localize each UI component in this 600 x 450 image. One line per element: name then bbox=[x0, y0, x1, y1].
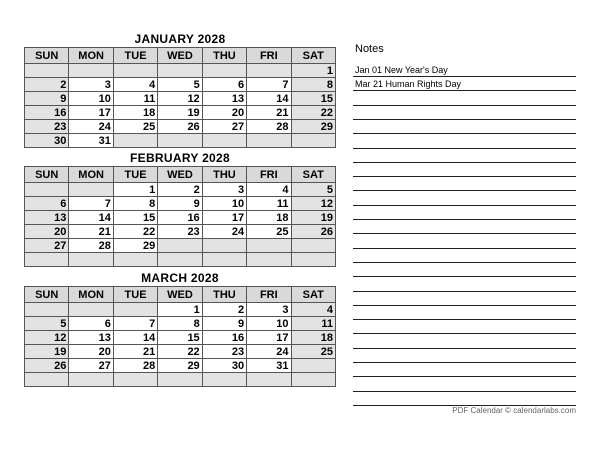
day-cell: 15 bbox=[158, 331, 202, 345]
weekday-header: SAT bbox=[291, 48, 335, 64]
day-cell bbox=[158, 373, 202, 387]
note-line bbox=[353, 120, 576, 134]
note-line bbox=[353, 335, 576, 349]
week-row bbox=[25, 317, 336, 331]
day-cell: 4 bbox=[113, 78, 157, 92]
day-cell: 2 bbox=[202, 303, 246, 317]
day-cell bbox=[202, 373, 246, 387]
note-line bbox=[353, 235, 576, 249]
note-line bbox=[353, 177, 576, 191]
month-title: MARCH 2028 bbox=[141, 271, 219, 285]
weekday-header: MON bbox=[69, 48, 113, 64]
day-cell: 1 bbox=[291, 64, 335, 78]
day-cell: 13 bbox=[69, 331, 113, 345]
day-cell: 5 bbox=[158, 78, 202, 92]
day-cell: 11 bbox=[247, 197, 291, 211]
day-cell: 2 bbox=[158, 183, 202, 197]
day-cell: 3 bbox=[247, 303, 291, 317]
day-cell: 14 bbox=[247, 92, 291, 106]
note-line bbox=[353, 363, 576, 377]
day-cell: 22 bbox=[158, 345, 202, 359]
day-cell: 7 bbox=[247, 78, 291, 92]
week-row bbox=[25, 303, 336, 317]
day-cell: 22 bbox=[113, 225, 157, 239]
weekday-header: THU bbox=[202, 167, 246, 183]
day-cell bbox=[247, 373, 291, 387]
day-cell: 28 bbox=[69, 239, 113, 253]
day-cell: 18 bbox=[247, 211, 291, 225]
day-cell bbox=[158, 253, 202, 267]
day-cell: 20 bbox=[202, 106, 246, 120]
note-line: Mar 21 Human Rights Day bbox=[353, 77, 576, 91]
note-line bbox=[353, 320, 576, 334]
day-cell: 9 bbox=[158, 197, 202, 211]
week-row bbox=[25, 92, 336, 106]
day-cell bbox=[113, 64, 157, 78]
day-cell: 19 bbox=[158, 106, 202, 120]
week-row bbox=[25, 64, 336, 78]
note-line bbox=[353, 192, 576, 206]
day-cell bbox=[202, 64, 246, 78]
day-cell bbox=[25, 64, 69, 78]
day-cell bbox=[291, 253, 335, 267]
day-cell: 3 bbox=[202, 183, 246, 197]
note-line bbox=[353, 392, 576, 406]
day-cell: 25 bbox=[113, 120, 157, 134]
week-row bbox=[25, 359, 336, 373]
weekday-header: TUE bbox=[113, 167, 157, 183]
day-cell: 17 bbox=[69, 106, 113, 120]
week-row bbox=[25, 183, 336, 197]
day-cell: 17 bbox=[247, 331, 291, 345]
weekday-header: FRI bbox=[247, 287, 291, 303]
day-cell: 23 bbox=[25, 120, 69, 134]
month-grid bbox=[24, 47, 336, 148]
day-cell: 2 bbox=[25, 78, 69, 92]
week-row bbox=[25, 225, 336, 239]
day-cell: 1 bbox=[113, 183, 157, 197]
note-line bbox=[353, 163, 576, 177]
day-cell bbox=[113, 303, 157, 317]
day-cell bbox=[291, 134, 335, 148]
day-cell bbox=[202, 239, 246, 253]
note-line bbox=[353, 263, 576, 277]
weekday-header: WED bbox=[158, 48, 202, 64]
day-cell: 4 bbox=[291, 303, 335, 317]
note-line bbox=[353, 220, 576, 234]
week-row bbox=[25, 120, 336, 134]
day-cell: 21 bbox=[113, 345, 157, 359]
day-cell: 10 bbox=[69, 92, 113, 106]
day-cell: 16 bbox=[158, 211, 202, 225]
weekday-header-row bbox=[25, 287, 336, 303]
week-row bbox=[25, 211, 336, 225]
day-cell: 12 bbox=[291, 197, 335, 211]
day-cell bbox=[291, 359, 335, 373]
day-cell: 6 bbox=[25, 197, 69, 211]
week-row bbox=[25, 239, 336, 253]
weekday-header: WED bbox=[158, 167, 202, 183]
day-cell: 12 bbox=[158, 92, 202, 106]
day-cell: 18 bbox=[291, 331, 335, 345]
day-cell: 7 bbox=[69, 197, 113, 211]
month-calendar bbox=[24, 271, 336, 387]
note-line: Jan 01 New Year's Day bbox=[353, 63, 576, 77]
month-title: JANUARY 2028 bbox=[134, 32, 226, 46]
day-cell: 29 bbox=[291, 120, 335, 134]
day-cell: 14 bbox=[113, 331, 157, 345]
note-line bbox=[353, 206, 576, 220]
day-cell bbox=[69, 303, 113, 317]
week-row bbox=[25, 331, 336, 345]
day-cell: 29 bbox=[113, 239, 157, 253]
weekday-header: THU bbox=[202, 287, 246, 303]
day-cell: 26 bbox=[291, 225, 335, 239]
day-cell: 16 bbox=[25, 106, 69, 120]
week-row bbox=[25, 253, 336, 267]
day-cell: 30 bbox=[25, 134, 69, 148]
day-cell bbox=[25, 183, 69, 197]
day-cell bbox=[69, 183, 113, 197]
day-cell: 22 bbox=[291, 106, 335, 120]
day-cell bbox=[25, 373, 69, 387]
note-line bbox=[353, 106, 576, 120]
day-cell bbox=[291, 239, 335, 253]
day-cell: 9 bbox=[202, 317, 246, 331]
day-cell: 24 bbox=[247, 345, 291, 359]
day-cell: 27 bbox=[69, 359, 113, 373]
day-cell: 20 bbox=[25, 225, 69, 239]
week-row bbox=[25, 373, 336, 387]
day-cell bbox=[113, 134, 157, 148]
day-cell: 10 bbox=[247, 317, 291, 331]
day-cell bbox=[202, 253, 246, 267]
note-line bbox=[353, 349, 576, 363]
day-cell: 7 bbox=[113, 317, 157, 331]
day-cell bbox=[158, 239, 202, 253]
day-cell: 8 bbox=[113, 197, 157, 211]
day-cell: 28 bbox=[247, 120, 291, 134]
footer-credit: PDF Calendar © calendarlabs.com bbox=[452, 406, 576, 415]
weekday-header-row bbox=[25, 48, 336, 64]
day-cell: 8 bbox=[158, 317, 202, 331]
day-cell: 1 bbox=[158, 303, 202, 317]
day-cell: 23 bbox=[202, 345, 246, 359]
day-cell: 15 bbox=[113, 211, 157, 225]
weekday-header: SAT bbox=[291, 287, 335, 303]
day-cell: 31 bbox=[69, 134, 113, 148]
day-cell: 21 bbox=[247, 106, 291, 120]
month-calendar bbox=[24, 151, 336, 267]
day-cell bbox=[25, 303, 69, 317]
day-cell: 16 bbox=[202, 331, 246, 345]
day-cell: 3 bbox=[69, 78, 113, 92]
day-cell: 15 bbox=[291, 92, 335, 106]
day-cell: 31 bbox=[247, 359, 291, 373]
week-row bbox=[25, 78, 336, 92]
day-cell: 23 bbox=[158, 225, 202, 239]
day-cell: 12 bbox=[25, 331, 69, 345]
day-cell: 26 bbox=[158, 120, 202, 134]
weekday-header: SAT bbox=[291, 167, 335, 183]
day-cell: 19 bbox=[291, 211, 335, 225]
day-cell: 27 bbox=[202, 120, 246, 134]
day-cell: 10 bbox=[202, 197, 246, 211]
day-cell: 27 bbox=[25, 239, 69, 253]
week-row bbox=[25, 134, 336, 148]
day-cell: 28 bbox=[113, 359, 157, 373]
weekday-header: MON bbox=[69, 287, 113, 303]
weekday-header-row bbox=[25, 167, 336, 183]
weekday-header: TUE bbox=[113, 48, 157, 64]
day-cell: 13 bbox=[25, 211, 69, 225]
day-cell: 9 bbox=[25, 92, 69, 106]
note-line bbox=[353, 249, 576, 263]
day-cell bbox=[25, 253, 69, 267]
day-cell: 24 bbox=[69, 120, 113, 134]
day-cell bbox=[113, 373, 157, 387]
week-row bbox=[25, 345, 336, 359]
note-line bbox=[353, 278, 576, 292]
day-cell: 29 bbox=[158, 359, 202, 373]
weekday-header: SUN bbox=[25, 287, 69, 303]
day-cell bbox=[202, 134, 246, 148]
note-line bbox=[353, 378, 576, 392]
day-cell: 17 bbox=[202, 211, 246, 225]
day-cell: 6 bbox=[202, 78, 246, 92]
day-cell: 19 bbox=[25, 345, 69, 359]
day-cell: 5 bbox=[25, 317, 69, 331]
weekday-header: THU bbox=[202, 48, 246, 64]
week-row bbox=[25, 197, 336, 211]
weekday-header: SUN bbox=[25, 48, 69, 64]
note-line bbox=[353, 135, 576, 149]
day-cell bbox=[291, 373, 335, 387]
notes-title: Notes bbox=[355, 43, 384, 55]
day-cell: 14 bbox=[69, 211, 113, 225]
weekday-header: WED bbox=[158, 287, 202, 303]
day-cell bbox=[247, 239, 291, 253]
day-cell bbox=[69, 253, 113, 267]
weekday-header: FRI bbox=[247, 48, 291, 64]
week-row bbox=[25, 106, 336, 120]
day-cell: 24 bbox=[202, 225, 246, 239]
day-cell: 13 bbox=[202, 92, 246, 106]
day-cell bbox=[113, 253, 157, 267]
note-line bbox=[353, 149, 576, 163]
day-cell: 4 bbox=[247, 183, 291, 197]
weekday-header: SUN bbox=[25, 167, 69, 183]
note-line bbox=[353, 92, 576, 106]
day-cell bbox=[69, 64, 113, 78]
day-cell: 8 bbox=[291, 78, 335, 92]
month-title: FEBRUARY 2028 bbox=[130, 151, 230, 165]
month-calendar bbox=[24, 32, 336, 148]
day-cell: 26 bbox=[25, 359, 69, 373]
day-cell: 25 bbox=[291, 345, 335, 359]
weekday-header: TUE bbox=[113, 287, 157, 303]
day-cell bbox=[247, 134, 291, 148]
day-cell bbox=[247, 64, 291, 78]
day-cell: 18 bbox=[113, 106, 157, 120]
note-line bbox=[353, 292, 576, 306]
day-cell: 11 bbox=[113, 92, 157, 106]
weekday-header: FRI bbox=[247, 167, 291, 183]
day-cell bbox=[247, 253, 291, 267]
day-cell: 11 bbox=[291, 317, 335, 331]
day-cell bbox=[158, 134, 202, 148]
note-line bbox=[353, 306, 576, 320]
day-cell bbox=[158, 64, 202, 78]
day-cell: 6 bbox=[69, 317, 113, 331]
month-grid bbox=[24, 286, 336, 387]
day-cell: 30 bbox=[202, 359, 246, 373]
month-grid bbox=[24, 166, 336, 267]
day-cell: 25 bbox=[247, 225, 291, 239]
day-cell: 20 bbox=[69, 345, 113, 359]
day-cell: 5 bbox=[291, 183, 335, 197]
day-cell: 21 bbox=[69, 225, 113, 239]
day-cell bbox=[69, 373, 113, 387]
weekday-header: MON bbox=[69, 167, 113, 183]
